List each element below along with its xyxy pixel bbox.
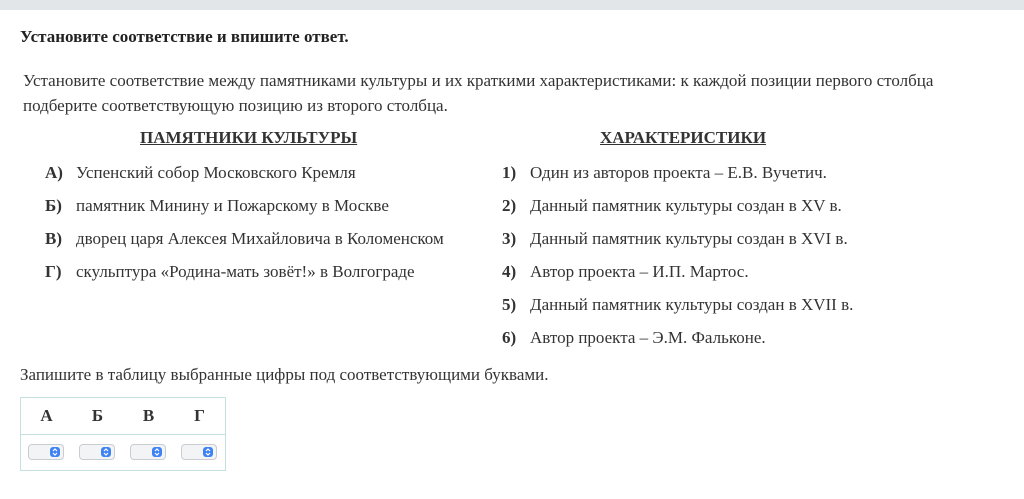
- characteristic-text: Данный памятник культуры создан в XV в.: [530, 196, 842, 215]
- select-stepper-icon: [101, 447, 111, 457]
- task-instruction: Установите соответствие между памятниками культуры и их краткими характеристиками: к каждой позиции первого столбца подберите соответствующую позицию из второго столбца.: [23, 71, 934, 115]
- answer-letter-a: А: [40, 406, 53, 425]
- characteristic-key: 1): [502, 163, 517, 182]
- answer-select-g[interactable]: [181, 444, 217, 460]
- characteristic-text: Автор проекта – И.П. Мартос.: [530, 262, 749, 281]
- characteristic-text: Данный памятник культуры создан в XVI в.: [530, 229, 848, 248]
- monument-key: В): [45, 229, 62, 248]
- characteristic-key: 6): [502, 328, 517, 347]
- monument-key: Б): [45, 196, 62, 215]
- answer-letter-g: Г: [194, 406, 205, 425]
- characteristic-text: Данный памятник культуры создан в XVII в.: [530, 295, 854, 314]
- answer-table: [20, 397, 226, 471]
- answer-letter-b: Б: [91, 406, 104, 425]
- select-stepper-icon: [203, 447, 213, 457]
- top-bar: [0, 0, 1024, 10]
- characteristic-key: 5): [502, 295, 517, 314]
- select-stepper-icon: [152, 447, 162, 457]
- monument-text: дворец царя Алексея Михайловича в Коломенском: [76, 229, 444, 248]
- characteristic-key: 2): [502, 196, 517, 215]
- answer-instruction: Запишите в таблицу выбранные цифры под соответствующими буквами.: [20, 365, 549, 384]
- left-column-title: ПАМЯТНИКИ КУЛЬТУРЫ: [140, 128, 358, 147]
- right-column-title: ХАРАКТЕРИСТИКИ: [600, 128, 767, 147]
- characteristic-key: 4): [502, 262, 517, 281]
- answer-select-a[interactable]: [28, 444, 64, 460]
- characteristic-key: 3): [502, 229, 517, 248]
- answer-table-header: [21, 398, 225, 435]
- monument-key: Г): [45, 262, 62, 281]
- characteristic-text: Один из авторов проекта – Е.В. Вучетич.: [530, 163, 827, 182]
- monument-text: скульптура «Родина-мать зовёт!» в Волгограде: [76, 262, 415, 281]
- characteristic-text: Автор проекта – Э.М. Фальконе.: [530, 328, 766, 347]
- answer-select-v[interactable]: [130, 444, 166, 460]
- answer-select-b[interactable]: [79, 444, 115, 460]
- monument-text: Успенский собор Московского Кремля: [76, 163, 356, 182]
- monument-text: памятник Минину и Пожарскому в Москве: [76, 196, 389, 215]
- answer-letter-v: В: [142, 406, 155, 425]
- task-heading: Установите соответствие и впишите ответ.: [20, 27, 349, 46]
- monument-key: А): [45, 163, 63, 182]
- select-stepper-icon: [50, 447, 60, 457]
